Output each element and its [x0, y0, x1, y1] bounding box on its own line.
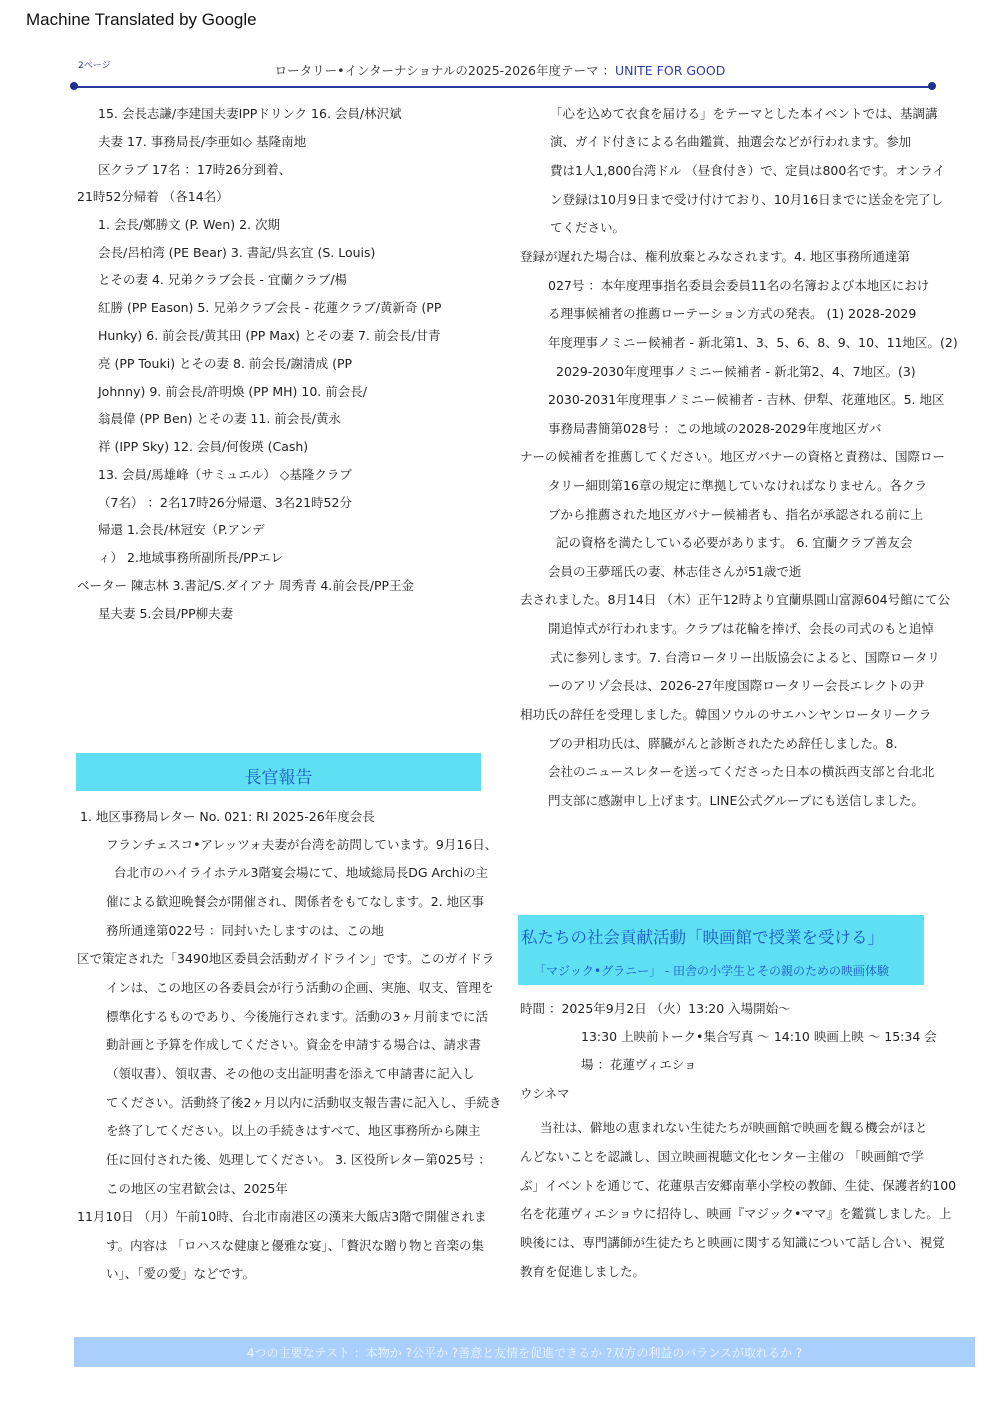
- text-line: 13. 会員/馬雄峰（サミュエル） ◇基隆クラブ: [98, 467, 352, 482]
- text-line: 区で策定された「3490地区委員会活動ガイドライン」です。このガイドラ: [77, 951, 495, 966]
- text-line: 会社のニュースレターを送ってくださった日本の横浜西支部と台北北: [548, 764, 935, 779]
- text-line: 15. 会長志謙/李建国夫妻IPPドリンク 16. 会員/林沢斌: [98, 106, 402, 121]
- text-line: 翁晨偉 (PP Ben) とその妻 11. 前会長/黄永: [98, 411, 341, 426]
- text-line: ブから推薦された地区ガバナー候補者も、指名が承認される前に上: [548, 507, 924, 522]
- rule-left-dot: [70, 82, 78, 90]
- text-line: （領収書）、領収書、その他の支出証明書を添えて申請書に記入し: [106, 1066, 475, 1081]
- text-line: 13:30 上映前トーク•集合写真 〜 14:10 映画上映 〜 15:34 会: [581, 1029, 937, 1044]
- social-activity-subheading: 「マジック•グラニー」 - 田舎の小学生とその親のための映画体験: [534, 964, 890, 978]
- text-line: 帰還 1.会長/林冠安（P.アンデ: [98, 522, 265, 537]
- text-line: フランチェスコ•アレッツォ夫妻が台湾を訪問しています。9月16日、: [106, 837, 498, 852]
- governor-report-heading: 長官報告: [244, 768, 313, 788]
- rule-right-dot: [928, 82, 936, 90]
- text-line: 時間 ：2025年9月2日 （火）13:20 入場開始〜: [520, 1001, 791, 1016]
- text-line: 「心を込めて衣食を届ける」をテーマとした本イベントでは、基調講: [550, 106, 938, 121]
- header-theme-text: ロータリー•インターナショナルの2025-2026年度テーマ ：: [274, 63, 615, 78]
- text-line: 当社は、僻地の恵まれない生徒たちが映画館で映画を観る機会がほと: [540, 1120, 928, 1135]
- text-line: 亮 (PP Touki) とその妻 8. 前会長/謝清成 (PP: [98, 356, 353, 371]
- text-line: てください。活動終了後2ヶ月以内に活動収支報告書に記入し、手続き: [106, 1095, 502, 1110]
- text-line: 標準化するものであり、今後施行されます。活動の3ヶ月前までに活: [106, 1009, 488, 1024]
- text-line: 名を花蓮ヴィエショウに招待し、映画『マジック•ママ』を鑑賞しました。上: [520, 1206, 952, 1221]
- text-line: 場 ：花蓮ヴィエショ: [581, 1057, 697, 1072]
- text-line: 会員の王夢瑶氏の妻、林志佳さんが51歳で逝: [548, 564, 802, 579]
- text-line: 台北市のハイライホテル3階宴会場にて、地域総局長DG Archiの主: [114, 865, 489, 880]
- four-way-test-footer: [74, 1337, 975, 1367]
- header-rule: [74, 86, 932, 88]
- text-line: ブの尹相功氏は、膵臓がんと診断されたため辞任しました。8.: [548, 736, 898, 751]
- text-line: Hunky) 6. 前会長/黄其田 (PP Max) とその妻 7. 前会長/甘青: [98, 328, 441, 343]
- text-line: 映後には、専門講師が生徒たちと映画に関する知識について話し合い、視覚: [520, 1235, 945, 1250]
- text-line: んどないことを認識し、国立映画視聴文化センター主催の 「映画館で学: [520, 1149, 924, 1164]
- text-line: ィ） 2.地域事務所副所長/PPエレ: [98, 550, 284, 565]
- header-theme-slogan: UNITE FOR GOOD: [614, 63, 726, 78]
- text-line: 事務局書簡第028号 ：この地域の2028-2029年度地区ガバ: [548, 421, 882, 436]
- text-line: 2029-2030年度理事ノミニー候補者 - 新北第2、4、7地区。(3): [556, 364, 916, 379]
- text-line: 11月10日 （月）午前10時、台北市南港区の漢来大飯店3階で開催されま: [77, 1209, 487, 1224]
- text-line: ナーの候補者を推薦してください。地区ガバナーの資格と責務は、国際ロー: [520, 449, 946, 464]
- text-line: る理事候補者の推薦ローテーション方式の発表。 (1) 2028-2029: [548, 306, 917, 321]
- text-line: ン登録は10月9日まで受け付けており、10月16日までに送金を完了し: [550, 192, 944, 207]
- four-way-test-text: 4つの主要なテスト ：本物か ?公平か ?善意と友情を促進できるか ?双方の利益のバランスが取れるか ?: [246, 1346, 803, 1360]
- text-line: 任に回付された後、処理してください。 3. 区役所レター第025号 ：: [106, 1152, 491, 1167]
- text-line: 1. 地区事務局レター No. 021: RI 2025-26年度会長: [80, 809, 375, 824]
- text-line: タリー細則第16章の規定に準拠していなければなりません。各クラ: [548, 478, 928, 493]
- social-activity-heading: 私たちの社会貢献活動「映画館で授業を受ける」: [521, 928, 884, 947]
- text-line: 星夫妻 5.会員/PP柳夫妻: [98, 606, 234, 621]
- page-number: 2ページ: [78, 61, 111, 71]
- text-line: 会長/呂柏湾 (PE Bear) 3. 書記/呉玄宜 (S. Louis): [98, 245, 376, 260]
- text-line: 記の資格を満たしている必要があります。 6. 宜蘭クラブ善友会: [556, 535, 913, 550]
- text-line: 夫妻 17. 事務局長/李亜如◇ 基隆南地: [98, 134, 307, 149]
- text-line: ウシネマ: [520, 1086, 570, 1101]
- text-line: 教育を促進しました。: [520, 1264, 646, 1279]
- text-line: とその妻 4. 兄弟クラブ会長 - 宜蘭クラブ/楊: [98, 272, 348, 287]
- text-line: 費は1人1,800台湾ドル （昼食付き）で、定員は800名です。オンライ: [550, 163, 945, 178]
- text-line: Johnny) 9. 前会長/許明煥 (PP MH) 10. 前会長/: [98, 384, 367, 399]
- text-line: 催による歓迎晩餐会が開催され、関係者をもてなします。2. 地区事: [106, 894, 485, 909]
- text-line: 21時52分帰着 （各14名）: [77, 189, 229, 204]
- text-line: 祥 (IPP Sky) 12. 会員/何俊瑛 (Cash): [98, 439, 309, 454]
- text-line: 相功氏の辞任を受理しました。韓国ソウルのサエハンヤンロータリークラ: [520, 707, 932, 722]
- text-line: てください。: [550, 220, 626, 235]
- text-line: 演、ガイド付きによる名曲鑑賞、抽選会などが行われます。参加: [550, 134, 912, 149]
- text-line: 2030-2031年度理事ノミニー候補者 - 吉林、伊犁、花蓮地区。5. 地区: [548, 392, 945, 407]
- text-line: インは、この地区の各委員会が行う活動の企画、実施、収支、管理を: [106, 980, 494, 995]
- text-line: 年度理事ノミニー候補者 - 新北第1、3、5、6、8、9、10、11地区。(2): [548, 335, 958, 350]
- text-line: この地区の宝君歓会は、2025年: [106, 1181, 288, 1196]
- text-line: ベーター 陳志林 3.書記/S.ダイアナ 周秀青 4.前会長/PP王金: [77, 578, 415, 593]
- text-line: （7名） ：2名17時26分帰還、3名21時52分: [98, 495, 352, 510]
- text-line: 去されました。8月14日 （木）正午12時より宜蘭県圓山富源604号館にて公: [520, 592, 951, 607]
- page-header-title: [0, 61, 1000, 79]
- text-line: ぶ」イベントを通じて、花蓮県吉安郷南華小学校の教師、生徒、保護者約100: [520, 1178, 957, 1193]
- text-line: す。内容は 「ロハスな健康と優雅な宴」、「贅沢な贈り物と音楽の集: [106, 1238, 484, 1253]
- text-line: 区クラブ 17名 ：17時26分到着、: [98, 162, 292, 177]
- text-line: い」、「愛の愛」などです。: [106, 1266, 256, 1281]
- text-line: ーのアリゾ会長は、2026-27年度国際ロータリー会長エレクトの尹: [548, 678, 925, 693]
- text-line: 動計画と予算を作成してください。資金を申請する場合は、請求書: [106, 1037, 482, 1052]
- text-line: 式に参列します。7. 台湾ロータリー出版協会によると、国際ロータリ: [550, 650, 940, 665]
- text-line: 務所通達第022号 ：同封いたしますのは、この地: [106, 923, 384, 938]
- text-line: 1. 会長/鄭勝文 (P. Wen) 2. 次期: [98, 217, 280, 232]
- text-line: を終了してください。以上の手続きはすべて、地区事務所から陳主: [106, 1123, 481, 1138]
- governor-report-heading-box: [76, 753, 481, 791]
- text-line: 紅勝 (PP Eason) 5. 兄弟クラブ会長 - 花蓮クラブ/黄新奇 (PP: [98, 300, 442, 315]
- social-activity-heading-box: [518, 915, 924, 985]
- machine-translation-banner: Machine Translated by Google: [26, 10, 257, 29]
- text-line: 027号 ：本年度理事指名委員会委員11名の名簿および本地区におけ: [548, 278, 930, 293]
- text-line: 開追悼式が行われます。クラブは花輪を捧げ、会長の司式のもと追悼: [548, 621, 935, 636]
- text-line: 登録が遅れた場合は、権利放棄とみなされます。4. 地区事務所通達第: [520, 249, 910, 264]
- text-line: 門支部に感謝申し上げます。LINE公式グループにも送信しました。: [548, 793, 924, 808]
